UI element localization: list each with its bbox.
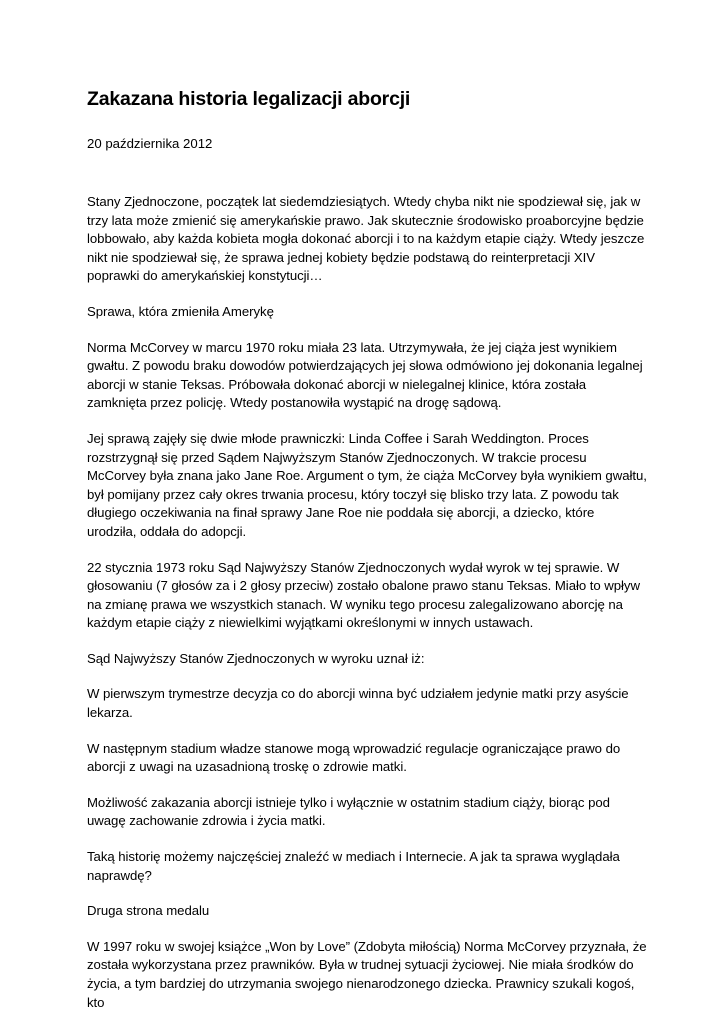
paragraph: W następnym stadium władze stanowe mogą wprowadzić regulacje ograniczające prawo do aborcji z uwagi na uzasadnioną troskę o zdrowie matki. (87, 740, 621, 775)
publication-date: 20 października 2012 (87, 136, 213, 151)
document-content (87, 87, 647, 1029)
document-title: Zakazana historia legalizacji aborcji (87, 88, 411, 110)
paragraph: Jej sprawą zajęły się dwie młode prawniczki: Linda Coffee i Sarah Weddington. Proces rozstrzygnął się przed Sądem Najwyższym Stanów Zjednoczonych. W trakcie procesu McCorvey była znana jako Jane Roe. Argument o tym, że ciąża McCorvey była wynikiem gwałtu, był pomijany przez cały okres trwania procesu, który toczył się blisko trzy lata. Z powodu tak długiego oczekiwania na finał sprawy Jane Roe nie poddała się aborcji, a dziecko, które urodziła, oddała do adopcji. (87, 430, 647, 539)
paragraph: Taką historię możemy najczęściej znaleźć w mediach i Internecie. A jak ta sprawa wyglądała naprawdę? (87, 849, 620, 883)
paragraph: W 1997 roku w swojej książce „Won by Love” (Zdobyta miłością) Norma McCorvey przyznała, że została wykorzystana przez prawników. Była w trudnej sytuacji życiowej. Nie miała środków do życia, a tym bardziej do utrzymania swojego nienarodzonego dziecka. Prawnicy szukali kogoś, kto (87, 938, 647, 1010)
section-heading-case: Sprawa, która zmieniła Amerykę (87, 303, 274, 319)
paragraph: Sąd Najwyższy Stanów Zjednoczonych w wyroku uznał iż: (87, 650, 425, 666)
section-heading-other-side: Druga strona medalu (87, 903, 210, 919)
paragraph-intro: Stany Zjednoczone, początek lat siedemdziesiątych. Wtedy chyba nikt nie spodziewał się, jak w trzy lata może zmienić się amerykańskie prawo. Jak skutecznie środowisko proaborcyjne będzie lobbowało, aby każda kobieta mogła dokonać aborcji i to na każdym etapie ciąży. Wtedy jeszcze nikt nie spodziewał się, że sprawa jednej kobiety będzie podstawą do reinterpretacji XIV poprawki do amerykańskiej konstytucji… (87, 194, 645, 284)
paragraph: Możliwość zakazania aborcji istnieje tylko i wyłącznie w ostatnim stadium ciąży, biorąc pod uwagę zachowanie zdrowia i życia matki. (87, 794, 610, 829)
paragraph: W pierwszym trymestrze decyzja co do aborcji winna być udziałem jedynie matki przy asyście lekarza. (87, 686, 629, 721)
article-body (87, 193, 647, 1012)
paragraph: 22 stycznia 1973 roku Sąd Najwyższy Stanów Zjednoczonych wydał wyrok w tej sprawie. W głosowaniu (7 głosów za i 2 głosy przeciw) zostało obalone prawo stanu Teksas. Miało to wpływ na zmianę prawa we wszystkich stanach. W wyniku tego procesu zalegalizowano aborcję na każdym etapie ciąży z niewielkimi wyjątkami określonymi w innych ustawach. (87, 559, 640, 631)
paragraph: Norma McCorvey w marcu 1970 roku miała 23 lata. Utrzymywała, że jej ciąża jest wynikiem gwałtu. Z powodu braku dowodów potwierdzających jej słowa odmówiono jej dokonania legalnej aborcji w stanie Teksas. Próbowała dokonać aborcji w nielegalnej klinice, która została zamknięta przez policję. Wtedy postanowiła wystąpić na drogę sądową. (87, 339, 643, 411)
